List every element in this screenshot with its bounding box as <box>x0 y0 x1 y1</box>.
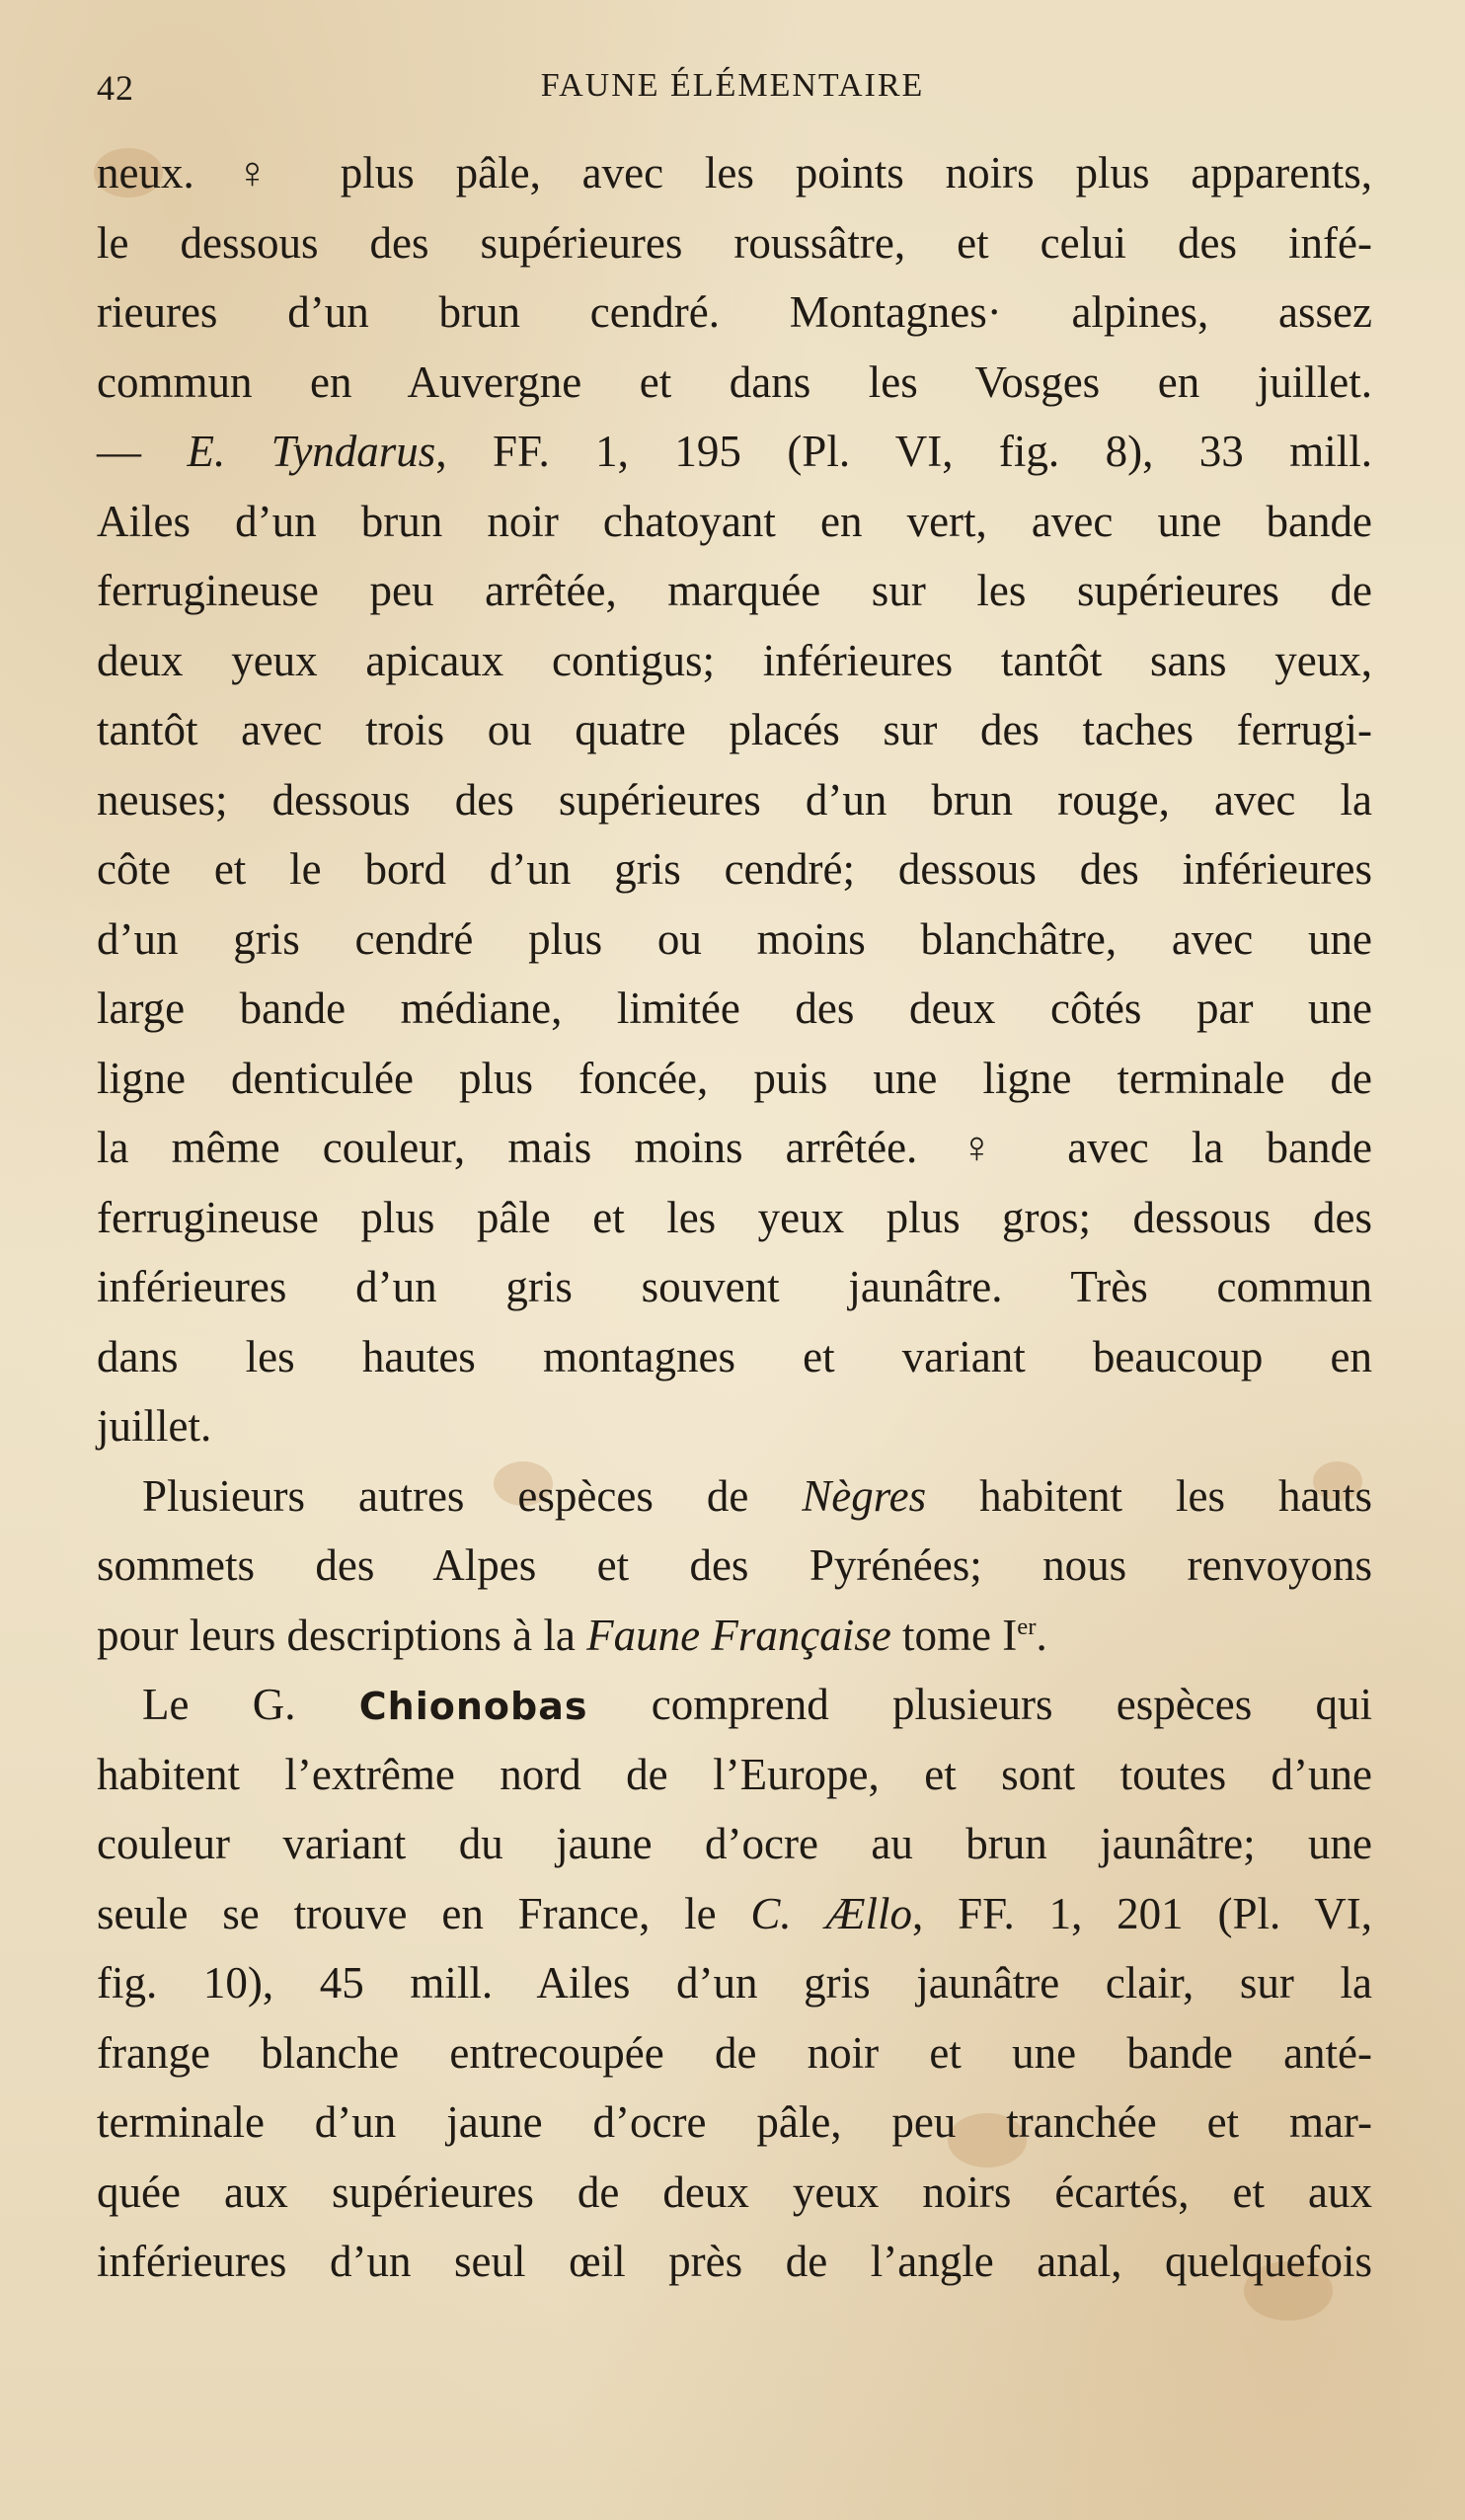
dash: — <box>97 427 188 476</box>
text-line: d’un gris cendré plus ou moins blanchâtre, avec une <box>97 913 1372 964</box>
running-title: FAUNE ÉLÉMENTAIRE <box>540 67 925 104</box>
paragraph-chionobas <box>97 1670 1372 2297</box>
book-title: Faune Française <box>586 1610 891 1660</box>
text-line: large bande médiane, limitée des deux côtés par une <box>97 984 1372 1033</box>
text-line: la même couleur, mais moins arrêtée. ♀ avec la bande <box>97 1123 1372 1172</box>
superscript: er <box>1017 1613 1037 1640</box>
text-line: couleur variant du jaune d’ocre au brun jaunâtre; une <box>97 1819 1372 1868</box>
text-run: tome I <box>890 1610 1018 1660</box>
text-line <box>97 1670 1372 1740</box>
text-line: neuses; dessous des supérieures d’un brun rouge, avec la <box>97 774 1372 825</box>
text-run: comprend plusieurs espèces qui <box>587 1680 1372 1729</box>
text-run: , FF. 1, 201 (Pl. VI, <box>912 1888 1372 1938</box>
text-line: neux. ♀ plus pâle, avec les points noirs plus apparents, <box>97 148 1372 197</box>
text-run: . <box>1036 1610 1047 1660</box>
text-line <box>97 417 1372 487</box>
paragraph-tyndarus <box>97 138 1372 1461</box>
species-name: E. Tyndarus <box>187 427 436 476</box>
text-run: seule se trouve en France, le <box>97 1888 751 1938</box>
text-run: Plusieurs autres espèces de <box>142 1470 803 1521</box>
text-line: le dessous des supérieures roussâtre, et celui des infé- <box>97 217 1372 268</box>
text-line: rieures d’un brun cendré. Montagnes· alpines, assez <box>97 287 1372 337</box>
text-line: Ailes d’un brun noir chatoyant en vert, avec une bande <box>97 496 1372 546</box>
text-line: deux yeux apicaux contigus; inférieures tantôt sans yeux, <box>97 635 1372 685</box>
page-header <box>0 67 1465 117</box>
text-run: pour leurs descriptions à la <box>97 1610 587 1660</box>
text-line: juillet. <box>97 1401 212 1451</box>
text-line: ligne denticulée plus foncée, puis une ligne terminale de <box>97 1053 1372 1103</box>
paragraph-negres <box>97 1461 1372 1671</box>
species-name: C. Ællo <box>750 1888 913 1938</box>
text-line: quée aux supérieures de deux yeux noirs écartés, et aux <box>97 2166 1372 2217</box>
genus-name: Chionobas <box>358 1685 588 1728</box>
text-line <box>97 1601 1372 1671</box>
text-line: côte et le bord d’un gris cendré; dessous des inférieures <box>97 844 1372 894</box>
body-text <box>97 138 1372 2297</box>
text-line: ferrugineuse peu arrêtée, marquée sur les supérieures de <box>97 566 1372 615</box>
text-line: terminale d’un jaune d’ocre pâle, peu tranchée et mar- <box>97 2097 1372 2147</box>
text-line: inférieures d’un seul œil près de l’angle anal, quelquefois <box>97 2237 1372 2286</box>
text-line: habitent l’extrême nord de l’Europe, et sont toutes d’une <box>97 1749 1372 1799</box>
text-line: fig. 10), 45 mill. Ailes d’un gris jaunâtre clair, sur la <box>97 1958 1372 2008</box>
text-line <box>97 1879 1372 1949</box>
text-line <box>97 1461 1372 1532</box>
text-line: commun en Auvergne et dans les Vosges en juillet. <box>97 356 1372 407</box>
text-line: sommets des Alpes et des Pyrénées; nous renvoyons <box>97 1540 1372 1590</box>
text-run: Le G. <box>142 1680 359 1729</box>
text-line: tantôt avec trois ou quatre placés sur des taches ferrugi- <box>97 705 1372 754</box>
text-line: dans les hautes montagnes et variant beaucoup en <box>97 1331 1372 1381</box>
text-run: , FF. 1, 195 (Pl. VI, fig. 8), 33 mill. <box>435 427 1372 476</box>
italic-term: Nègres <box>802 1470 927 1521</box>
text-line: frange blanche entrecoupée de noir et une bande anté- <box>97 2027 1372 2078</box>
text-run: habitent les hauts <box>926 1470 1372 1521</box>
text-line: ferrugineuse plus pâle et les yeux plus gros; dessous des <box>97 1192 1372 1242</box>
page-number: 42 <box>97 68 134 108</box>
text-line: inférieures d’un gris souvent jaunâtre. Très commun <box>97 1262 1372 1311</box>
